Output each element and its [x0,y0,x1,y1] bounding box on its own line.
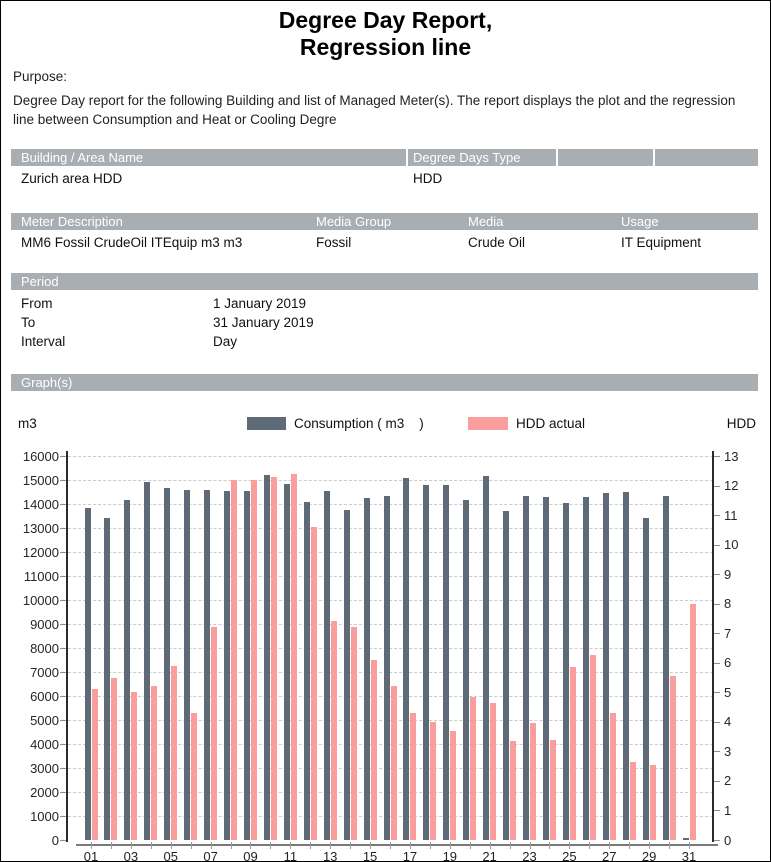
right-axis-tick-label: 12 [724,478,739,494]
left-axis-unit-label: m3 [18,416,37,431]
right-axis-tick [713,840,720,841]
x-axis-tick-label: 19 [442,849,458,862]
right-axis-tick-label: 4 [724,714,732,730]
gridline [68,480,713,481]
hdd-actual-bar-21 [490,703,496,840]
x-axis-tick-label: 13 [322,849,338,862]
meter-table-header-media: Media [468,214,504,229]
right-axis-tick [713,692,720,693]
consumption-bar-12 [304,502,310,840]
x-axis-tick [211,842,212,849]
consumption-bar-27 [603,493,609,840]
x-axis-tick [609,842,610,849]
hdd-actual-bar-26 [590,655,596,840]
hdd-actual-bar-08 [231,480,237,840]
purpose-label: Purpose: [13,69,68,84]
right-axis-tick-label: 11 [724,507,738,523]
consumption-bar-15 [364,498,370,840]
right-axis-tick-label: 1 [724,802,732,818]
x-axis-tick [589,842,590,849]
right-axis-tick-label: 8 [724,596,732,612]
x-axis-tick [549,842,550,849]
hdd-actual-bar-17 [410,713,416,840]
x-axis-tick [350,842,351,849]
left-axis-tick-label: 4000 [30,736,59,752]
hdd-actual-bar-04 [151,686,157,840]
meter-table-header-description: Meter Description [21,214,123,229]
right-axis-tick [713,663,720,664]
hdd-actual-bar-06 [191,713,197,840]
x-axis-tick [270,842,271,849]
x-axis-tick [330,842,331,849]
left-axis-tick-label: 6000 [30,688,59,704]
meter-description-value: MM6 Fossil CrudeOil ITEquip m3 m3 [21,235,243,250]
hdd-actual-bar-14 [351,627,357,840]
x-axis-tick [430,842,431,849]
x-axis-tick [689,842,690,849]
x-axis-tick-label: 05 [163,849,178,862]
x-axis-tick [510,842,511,849]
media-group-value: Fossil [316,235,352,250]
right-axis-tick [713,722,720,723]
consumption-bar-14 [344,510,350,840]
x-axis-tick [310,842,311,849]
x-axis-tick [530,842,531,849]
x-axis-line [76,844,718,846]
right-axis-tick-label: 6 [724,655,732,671]
x-axis-tick-label: 27 [602,849,617,862]
hdd-actual-bar-10 [271,477,277,840]
x-axis-tick [669,842,670,849]
hdd-actual-bar-25 [570,667,576,840]
consumption-bar-09 [244,491,250,840]
building-table-header-name: Building / Area Name [21,150,144,165]
x-axis-tick [231,842,232,849]
right-axis-tick-label: 13 [724,448,739,464]
usage-value: IT Equipment [621,235,702,250]
x-axis-tick [410,842,411,849]
right-axis-tick [713,486,720,487]
left-axis-tick-label: 14000 [22,496,59,512]
consumption-bar-07 [204,490,210,840]
x-axis-tick [290,842,291,849]
hdd-actual-bar-22 [510,741,516,840]
media-value: Crude Oil [468,235,526,250]
period-to-label: To [21,315,36,330]
x-axis-tick-label: 17 [402,849,418,862]
right-axis-tick [713,604,720,605]
x-axis-tick-label: 03 [123,849,139,862]
left-axis-tick-label: 12000 [22,544,59,560]
period-header-label: Period [21,274,59,289]
consumption-bar-23 [523,496,529,840]
x-axis-tick-label: 29 [641,849,657,862]
right-axis-tick-label: 9 [724,566,732,582]
consumption-bar-06 [184,490,190,840]
consumption-bar-13 [324,491,330,840]
x-axis-tick [111,842,112,849]
left-axis-tick-label: 3000 [30,760,59,776]
consumption-bar-21 [483,476,489,840]
left-axis-tick-label: 7000 [30,664,59,680]
right-axis-line [712,451,714,842]
consumption-bar-04 [144,482,150,840]
period-interval-value: Day [213,334,238,349]
x-axis-tick-label: 21 [482,849,497,862]
consumption-hdd-bar-chart [1,1,770,861]
legend-hdd-label: HDD actual [516,416,586,431]
hdd-actual-bar-18 [430,722,436,840]
left-axis-tick-label: 2000 [30,784,59,800]
hdd-actual-bar-13 [331,621,337,840]
consumption-bar-11 [284,484,290,840]
x-axis-tick [191,842,192,849]
x-axis-tick-label: 23 [522,849,537,862]
right-axis-tick [713,574,720,575]
hdd-actual-bar-19 [450,731,456,840]
consumption-bar-01 [85,508,91,840]
consumption-bar-29 [643,518,649,840]
hdd-actual-bar-11 [291,474,297,840]
x-axis-tick-label: 15 [362,849,378,862]
graphs-header-label: Graph(s) [21,375,73,390]
right-axis-tick-label: 5 [724,684,732,700]
x-axis-tick [370,842,371,849]
right-axis-tick [713,545,720,546]
consumption-bar-03 [124,500,130,840]
left-axis-tick-label: 1000 [30,808,59,824]
right-axis-tick-label: 2 [724,773,732,789]
right-axis-tick [713,456,720,457]
left-axis-tick-label: 13000 [22,520,59,536]
period-interval-label: Interval [21,334,66,349]
x-axis-tick [450,842,451,849]
hdd-actual-bar-16 [391,686,397,840]
right-axis-tick [713,810,720,811]
consumption-bar-19 [443,485,449,840]
left-axis-tick-label: 9000 [30,616,59,632]
consumption-bar-16 [384,496,390,840]
consumption-bar-31 [683,838,689,840]
consumption-bar-25 [563,503,569,840]
hdd-actual-bar-20 [470,697,476,840]
building-table-header-ddtype: Degree Days Type [413,150,521,165]
right-axis-unit-label: HDD [726,416,756,431]
hdd-actual-bar-03 [131,692,137,840]
right-axis-tick [713,633,720,634]
hdd-actual-bar-09 [251,480,257,840]
x-axis-tick [151,842,152,849]
hdd-actual-bar-30 [670,676,676,840]
consumption-bar-20 [463,500,469,840]
left-axis-tick-label: 11000 [23,568,59,584]
hdd-actual-bar-07 [211,627,217,840]
consumption-bar-10 [264,475,270,840]
hdd-actual-bar-28 [630,762,636,840]
x-axis-tick-label: 31 [681,849,697,862]
left-axis-tick-label: 0 [51,832,59,848]
x-axis-tick [91,842,92,849]
hdd-actual-bar-05 [171,666,177,840]
hdd-actual-bar-02 [111,678,117,840]
period-from-label: From [21,296,53,311]
consumption-bar-28 [623,492,629,840]
left-axis-tick-label: 15000 [22,472,59,488]
consumption-bar-30 [663,496,669,840]
x-axis-tick [390,842,391,849]
x-axis-tick-label: 01 [83,849,99,862]
consumption-bar-18 [423,485,429,840]
x-axis-tick [629,842,630,849]
purpose-text: Degree Day report for the following Building and list of Managed Meter(s). The report displays the plot and the regression line between Consumption and Heat or Cooling Degre [13,93,736,127]
hdd-actual-bar-29 [650,765,656,840]
left-axis-line [66,451,68,842]
hdd-actual-bar-31 [690,604,696,840]
report-title-line1: Degree Day Report, [278,7,493,33]
consumption-bar-02 [104,518,110,840]
left-axis-tick-label: 8000 [30,640,59,656]
x-axis-tick-label: 25 [562,849,577,862]
consumption-bar-26 [583,497,589,840]
right-axis-tick-label: 0 [724,832,732,848]
right-axis-tick [713,751,720,752]
x-axis-tick-label: 07 [203,849,218,862]
hdd-actual-bar-27 [610,713,616,840]
gridline [68,456,713,457]
right-axis-tick-label: 7 [724,625,732,641]
hdd-actual-bar-01 [92,689,98,840]
hdd-actual-bar-15 [371,660,377,840]
right-axis-tick [713,515,720,516]
consumption-bar-08 [224,491,230,840]
x-axis-tick [131,842,132,849]
degree-days-type-value: HDD [413,171,443,186]
consumption-bar-17 [403,478,409,840]
hdd-actual-bar-24 [550,740,556,840]
consumption-bar-24 [543,497,549,840]
period-to-value: 31 January 2019 [213,315,314,330]
hdd-actual-bar-12 [311,527,317,840]
x-axis-tick-label: 09 [243,849,258,862]
right-axis-tick-label: 10 [724,537,739,553]
report-title-line2: Regression line [299,34,472,60]
right-axis-tick-label: 3 [724,743,732,759]
consumption-bar-22 [503,511,509,840]
left-axis-tick-label: 10000 [22,592,59,608]
x-axis-tick [569,842,570,849]
right-axis-tick [713,781,720,782]
x-axis-tick [649,842,650,849]
meter-table-header-media-group: Media Group [316,214,392,229]
x-axis-tick [250,842,251,849]
consumption-bar-05 [164,488,170,840]
x-axis-tick [171,842,172,849]
period-from-value: 1 January 2019 [213,296,307,311]
hdd-actual-bar-23 [530,723,536,840]
left-axis-tick-label: 5000 [30,712,59,728]
left-axis-tick-label: 16000 [22,448,59,464]
meter-table-header-usage: Usage [621,214,659,229]
building-name-value: Zurich area HDD [21,171,123,186]
x-axis-tick [470,842,471,849]
x-axis-tick [490,842,491,849]
x-axis-tick-label: 11 [283,849,298,862]
legend-consumption-label: Consumption ( m3 ) [294,416,424,431]
